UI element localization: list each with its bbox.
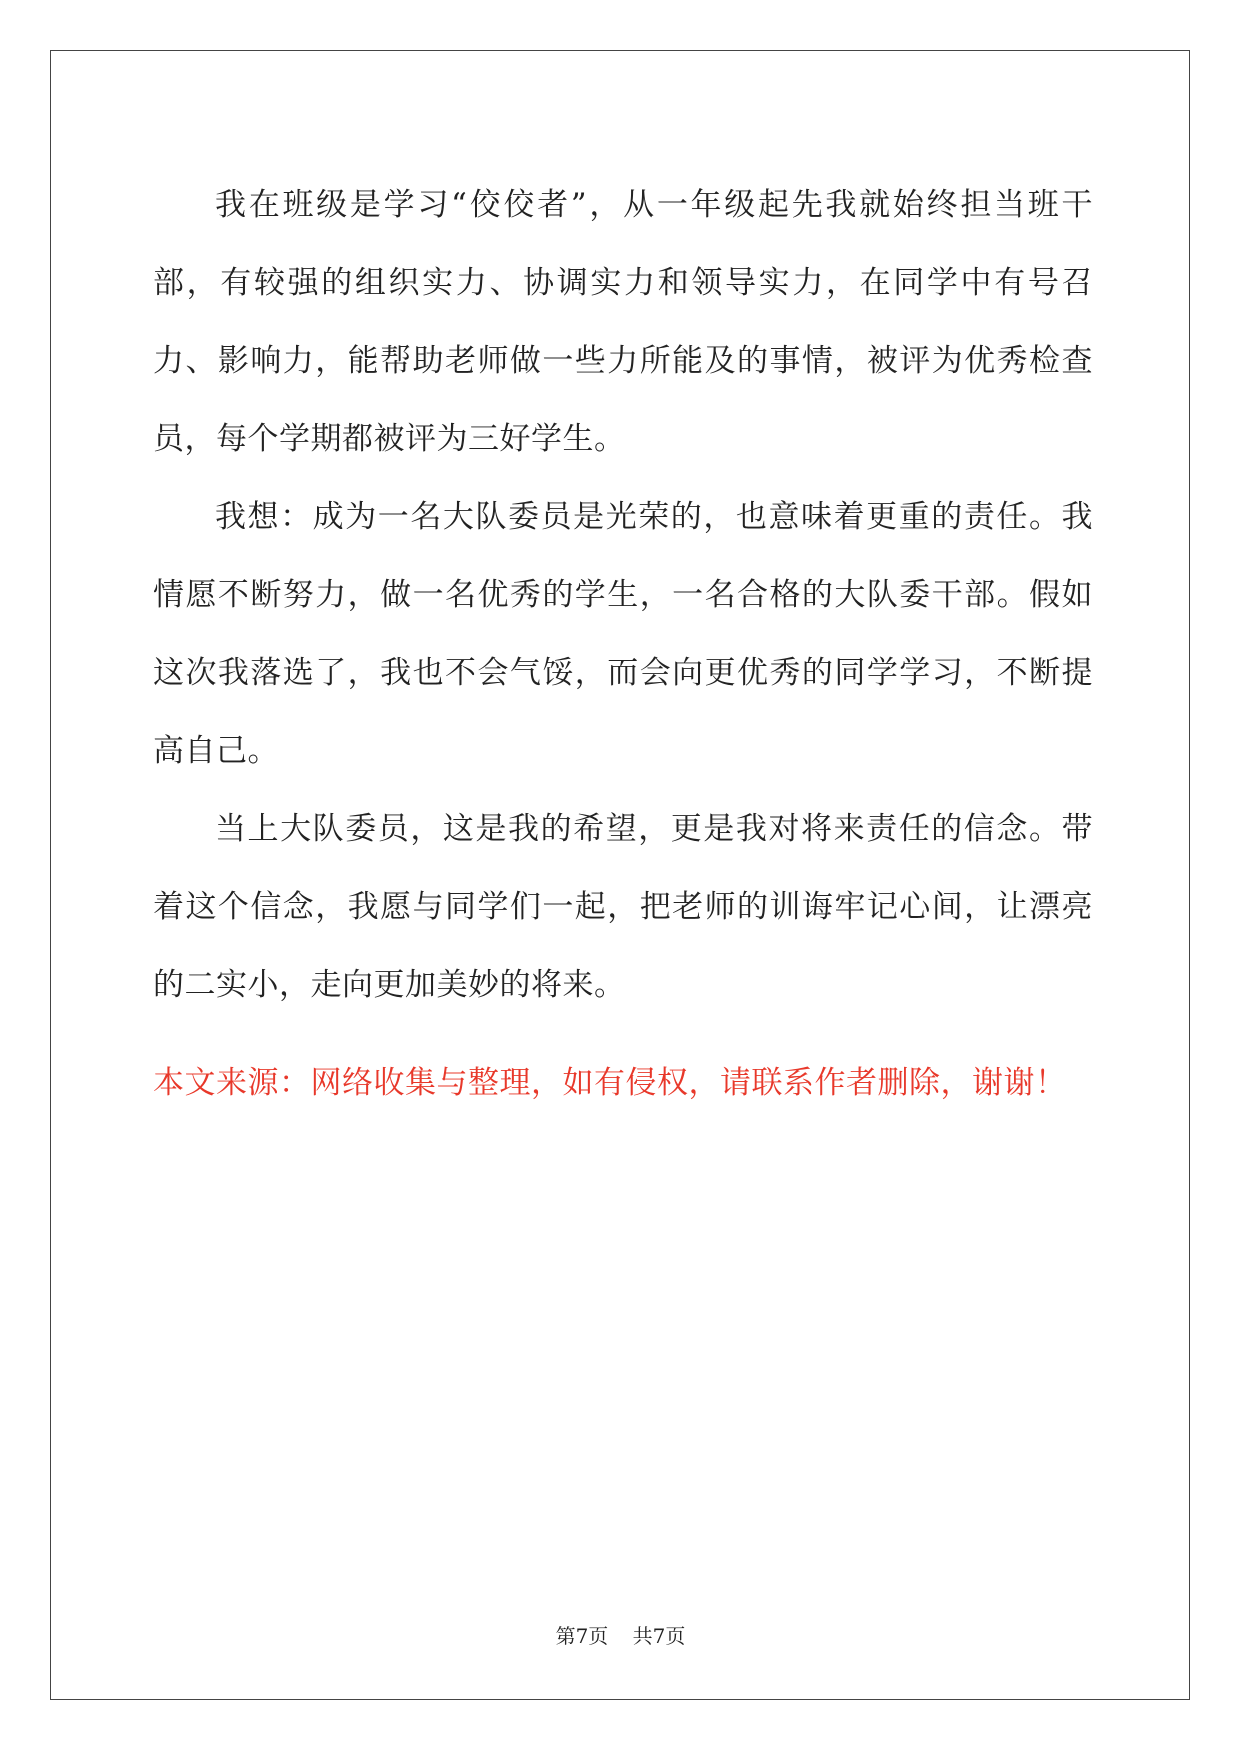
paragraph-1: 我在班级是学习“佼佼者”，从一年级起先我就始终担当班干部，有较强的组织实力、协调实力和领导实力，在同学中有号召力、影响力，能帮助老师做一些力所能及的事情，被评为优秀检查员，每个学期都被评为三好学生。 [153, 187, 1093, 457]
source-note: 本文来源：网络收集与整理，如有侵权，请联系作者删除，谢谢！ [153, 1065, 1067, 1101]
page-footer [0, 1620, 1241, 1649]
paragraph-2: 我想：成为一名大队委员是光荣的，也意味着更重的责任。我情愿不断努力，做一名优秀的学生，一名合格的大队委干部。假如这次我落选了，我也不会气馁，而会向更优秀的同学学习，不断提高自己。 [153, 499, 1093, 769]
page-number-total: 共7页 [632, 1624, 686, 1648]
paragraph-3: 当上大队委员，这是我的希望，更是我对将来责任的信念。带着这个信念，我愿与同学们一起，把老师的训诲牢记心间，让漂亮的二实小，走向更加美妙的将来。 [153, 811, 1093, 1003]
document-body [153, 166, 1093, 1024]
page-number-current: 第7页 [555, 1624, 609, 1648]
